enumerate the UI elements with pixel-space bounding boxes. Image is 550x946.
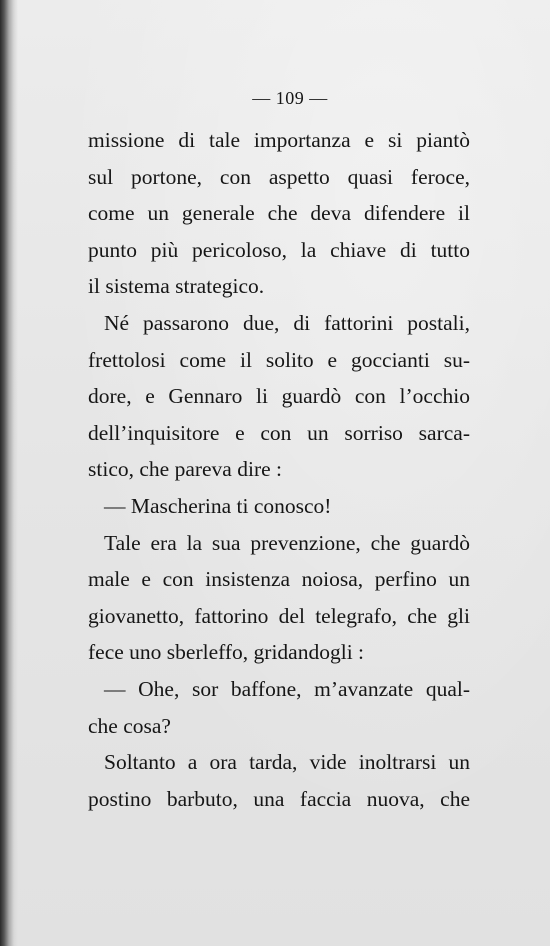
- text-line: punto più pericoloso, la chiave di tutto: [88, 237, 470, 262]
- body-text: [88, 122, 470, 817]
- text-line: dell’inquisitore e con un sorriso sarca-: [88, 420, 470, 445]
- text-line: dore, e Gennaro li guardò con l’occhio: [88, 384, 470, 409]
- text-line: Tale era la sua prevenzione, che guardò: [104, 530, 470, 555]
- text-line: fece uno sberleffo, gridandogli :: [88, 640, 365, 665]
- text-line: missione di tale importanza e si piantò: [88, 128, 470, 152]
- text-line: il sistema strategico.: [88, 274, 265, 299]
- text-line: — Ohe, sor baffone, m’avanzate qual-: [104, 676, 470, 701]
- book-spine-shadow: [0, 0, 18, 946]
- text-line: sul portone, con aspetto quasi feroce,: [88, 164, 470, 189]
- text-line: Soltanto a ora tarda, vide inoltrarsi un: [104, 750, 470, 775]
- text-line: Né passarono due, di fattorini postali,: [104, 310, 470, 335]
- text-line: postino barbuto, una faccia nuova, che: [88, 786, 470, 811]
- text-line: male e con insistenza noiosa, perfino un: [88, 567, 470, 592]
- text-line: giovanetto, fattorino del telegrafo, che gli: [88, 603, 470, 628]
- page-number: — 109 —: [252, 88, 328, 108]
- text-line: frettolosi come il solito e goccianti su-: [88, 347, 470, 372]
- text-line: stico, che pareva dire :: [88, 457, 283, 482]
- text-line: come un generale che deva difendere il: [88, 201, 470, 226]
- text-line: che cosa?: [88, 713, 171, 738]
- text-line: — Mascherina ti conosco!: [104, 493, 332, 518]
